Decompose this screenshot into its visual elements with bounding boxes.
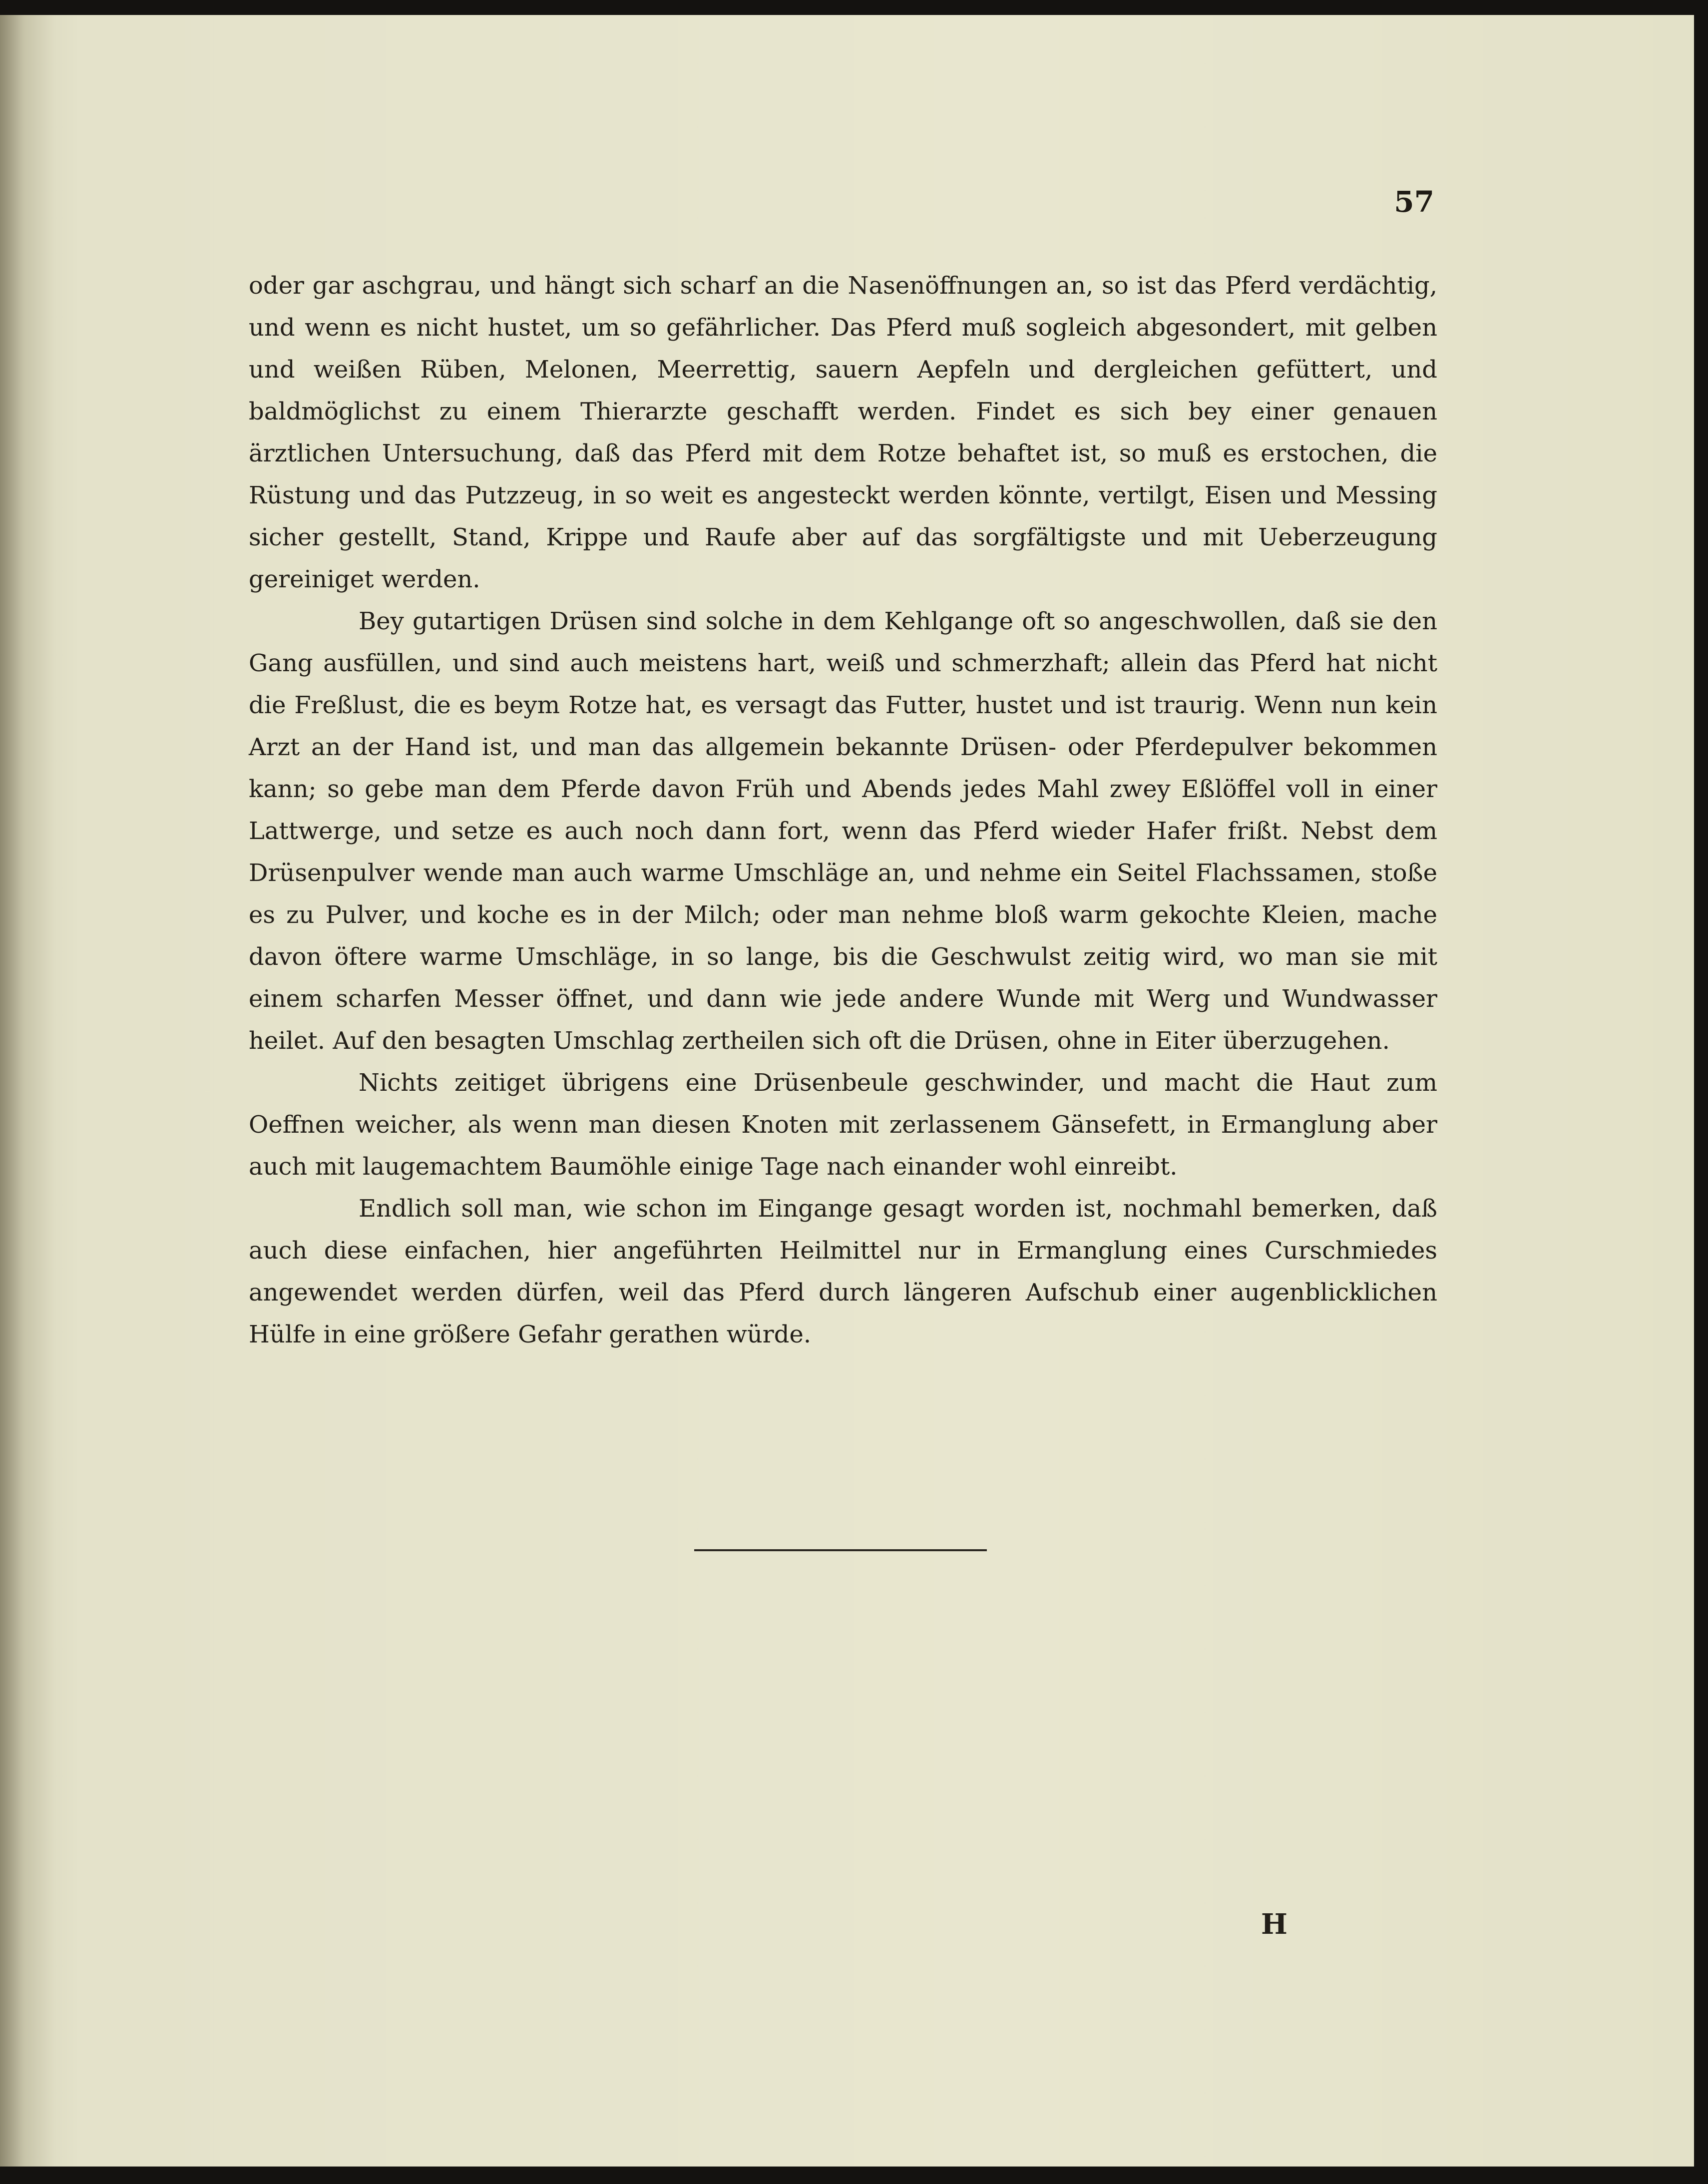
paragraph-3: Nichts zeitiget übrigens eine Drüsenbeule geschwinder, und macht die Haut zum Oeffnen weicher, als wenn man diesen Knoten mit zerlassenem Gänsefett, in Ermanglung aber auch mit laugemachtem Baumöhle einige Tage nach einander wohl einreibt. <box>249 1069 1437 1181</box>
paragraph-1: oder gar aschgrau, und hängt sich scharf an die Nasenöffnungen an, so ist das Pferd verdächtig, und wenn es nicht hustet, um so gefährlicher. Das Pferd muß sogleich abgesondert, mit gelben und weißen Rüben, Melonen, Meerrettig, sauern Aepfeln und dergleichen gefüttert, und baldmöglichst zu einem Thierarzte geschafft werden. Findet es sich bey einer genauen ärztlichen Untersuchung, daß das Pferd mit dem Rotze behaftet ist, so muß es erstochen, die Rüstung und das Putzzeug, in so weit es angesteckt werden könnte, vertilgt, Eisen und Messing sicher gestellt, Stand, Krippe und Raufe aber auf das sorgfältigste und mit Ueberzeugung gereiniget werden. <box>249 272 1437 593</box>
gutter-shadow <box>0 15 55 2167</box>
paragraph-4: Endlich soll man, wie schon im Eingange gesagt worden ist, nochmahl bemerken, daß auch diese einfachen, hier angeführten Heilmittel nur in Ermanglung eines Curschmiedes angewendet werden dürfen, weil das Pferd durch längeren Aufschub einer augenblicklichen Hülfe in eine größere Gefahr gerathen würde. <box>249 1195 1437 1348</box>
body-text <box>249 265 1437 1355</box>
book-page <box>0 15 1694 2167</box>
page-number: 57 <box>1394 185 1434 219</box>
catchword: H <box>1261 1908 1287 1941</box>
section-divider <box>694 1549 987 1551</box>
paragraph-2: Bey gutartigen Drüsen sind solche in dem Kehlgange oft so angeschwollen, daß sie den Gang ausfüllen, und sind auch meistens hart, weiß und schmerzhaft; allein das Pferd hat nicht die Freßlust, die es beym Rotze hat, es versagt das Futter, hustet und ist traurig. Wenn nun kein Arzt an der Hand ist, und man das allgemein bekannte Drüsen- oder Pferdepulver bekommen kann; so gebe man dem Pferde davon Früh und Abends jedes Mahl zwey Eßlöffel voll in einer Lattwerge, und setze es auch noch dann fort, wenn das Pferd wieder Hafer frißt. Nebst dem Drüsenpulver wende man auch warme Umschläge an, und nehme ein Seitel Flachssamen, stoße es zu Pulver, und koche es in der Milch; oder man nehme bloß warm gekochte Kleien, mache davon öftere warme Umschläge, in so lange, bis die Geschwulst zeitig wird, wo man sie mit einem scharfen Messer öffnet, und dann wie jede andere Wunde mit Werg und Wundwasser heilet. Auf den besagten Umschlag zertheilen sich oft die Drüsen, ohne in Eiter überzugehen. <box>249 607 1437 1055</box>
